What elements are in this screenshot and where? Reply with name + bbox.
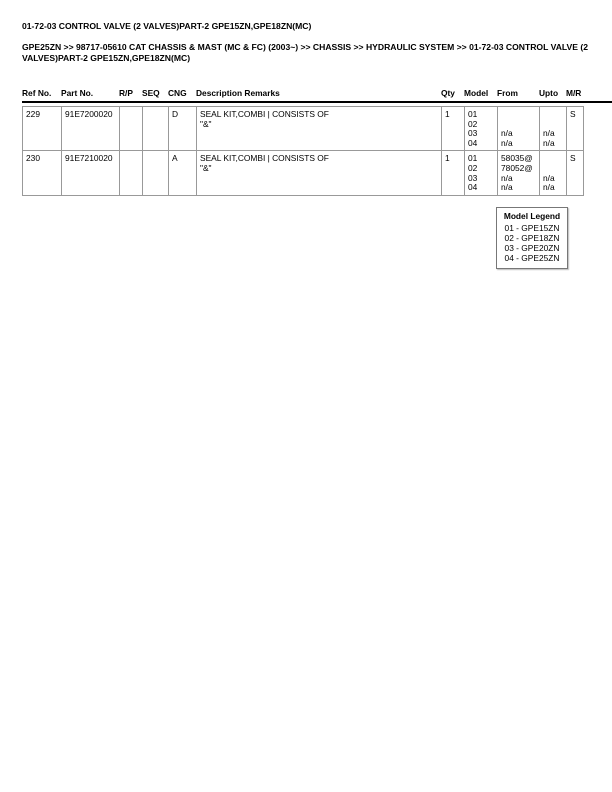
header-cng: CNG: [168, 88, 187, 98]
model-code: 01: [468, 153, 478, 164]
header-part-no: Part No.: [61, 88, 94, 98]
from-value: n/a: [501, 172, 513, 183]
header-mr: M/R: [566, 88, 582, 98]
model-code: 04: [468, 137, 478, 148]
description-text: SEAL KIT,COMBI | CONSISTS OF: [200, 109, 329, 119]
upto-value: n/a: [543, 182, 555, 193]
cng-cell: D: [169, 107, 197, 151]
header-model: Model: [464, 88, 489, 98]
legend-item: 04 - GPE25ZN: [504, 253, 560, 263]
table-row[interactable]: [23, 107, 584, 151]
header-rp: R/P: [119, 88, 133, 98]
cng-cell: A: [169, 151, 197, 195]
model-code: 02: [468, 162, 478, 173]
ref-no-cell: 229: [23, 107, 62, 151]
model-code: 03: [468, 172, 478, 183]
legend-item: 02 - GPE18ZN: [504, 233, 560, 243]
model-legend: [496, 207, 568, 269]
seq-cell: [143, 107, 169, 151]
remarks-text: "&": [200, 162, 212, 173]
rp-cell: [120, 107, 143, 151]
upto-cell: [540, 151, 567, 195]
model-code: 03: [468, 128, 478, 139]
page-title: 01-72-03 CONTROL VALVE (2 VALVES)PART-2 GPE15ZN,GPE18ZN(MC): [22, 21, 312, 31]
description-cell: [197, 151, 442, 195]
upto-value: n/a: [543, 128, 555, 139]
model-code: 01: [468, 109, 478, 119]
upto-value: n/a: [543, 172, 555, 183]
header-seq: SEQ: [142, 88, 160, 98]
legend-item: 03 - GPE20ZN: [504, 243, 560, 253]
model-cell: [465, 107, 498, 151]
header-upto: Upto: [539, 88, 559, 98]
from-value: n/a: [501, 182, 513, 193]
seq-cell: [143, 151, 169, 195]
header-divider: [22, 101, 612, 103]
header-description: Description Remarks: [196, 88, 280, 98]
qty-cell: 1: [442, 107, 465, 151]
legend-item: 01 - GPE15ZN: [504, 223, 560, 233]
from-value: n/a: [501, 128, 513, 139]
description-text: SEAL KIT,COMBI | CONSISTS OF: [200, 153, 329, 164]
from-value: [501, 110, 536, 120]
header-ref-no: Ref No.: [22, 88, 52, 98]
remarks-text: "&": [200, 118, 212, 129]
table-row[interactable]: [23, 151, 584, 195]
qty-cell: 1: [442, 151, 465, 195]
from-cell: [498, 107, 540, 151]
header-from: From: [497, 88, 518, 98]
model-cell: [465, 151, 498, 195]
model-code: 02: [468, 118, 478, 129]
breadcrumb: GPE25ZN >> 98717-05610 CAT CHASSIS & MAST (MC & FC) (2003~) >> CHASSIS >> HYDRAULIC SYSTEM >> 01-72-03 CONTROL VALVE (2 VALVES)PART-2 GPE15ZN,GPE18ZN(MC): [22, 42, 588, 63]
upto-value: n/a: [543, 137, 555, 148]
ref-no-cell: 230: [23, 151, 62, 195]
parts-table: [22, 106, 584, 196]
legend-title: Model Legend: [503, 211, 561, 221]
header-qty: Qty: [441, 88, 455, 98]
mr-cell: S: [567, 151, 584, 195]
upto-cell: [540, 107, 567, 151]
from-value: 78052@: [501, 162, 533, 173]
rp-cell: [120, 151, 143, 195]
model-code: 04: [468, 182, 478, 193]
part-no-cell: 91E7210020: [62, 151, 120, 195]
upto-value: [543, 154, 563, 164]
part-no-cell: 91E7200020: [62, 107, 120, 151]
mr-cell: S: [567, 107, 584, 151]
upto-value: [543, 110, 563, 120]
from-value: n/a: [501, 137, 513, 148]
from-value: 58035@: [501, 153, 533, 164]
from-cell: [498, 151, 540, 195]
description-cell: [197, 107, 442, 151]
